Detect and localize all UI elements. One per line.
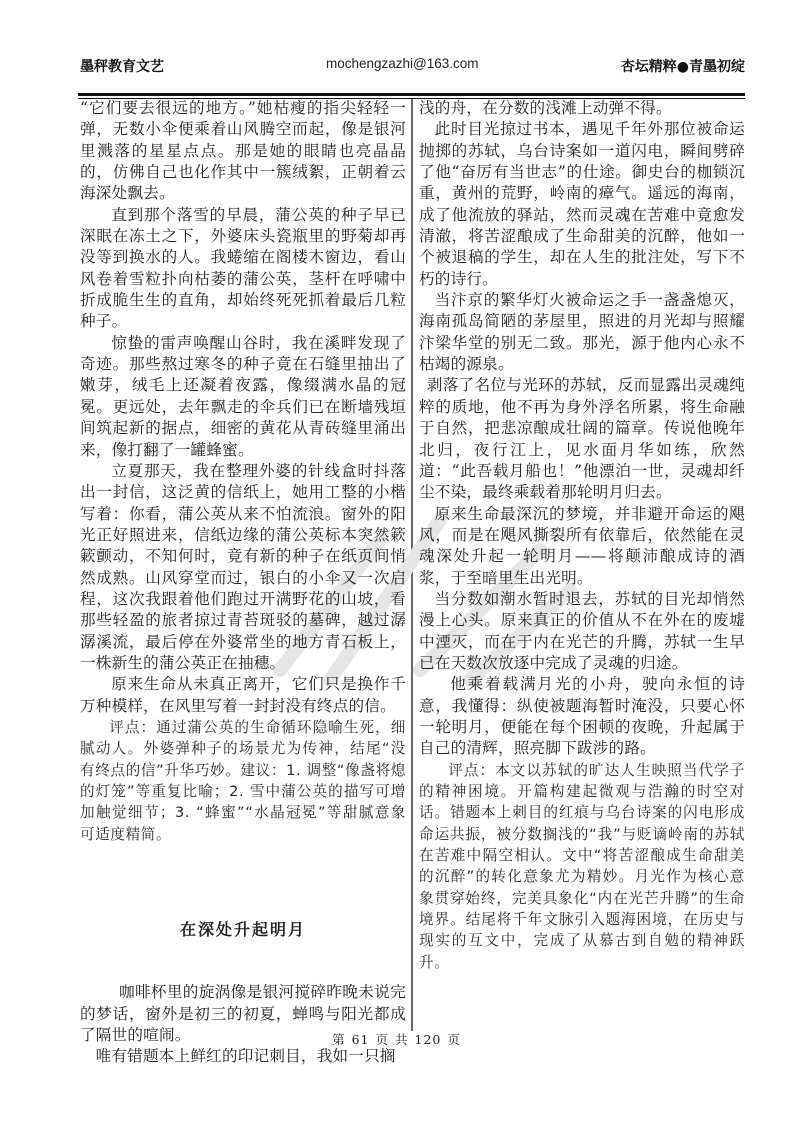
column-divider (411, 99, 413, 1031)
paragraph: 剥落了名位与光环的苏轼，反而显露出灵魂纯粹的质地，他不再为身外浮名所累，将生命融于自然，把悲凉酿成壮阔的篇章。传说他晚年北归，夜行江上，见水面月华如练，欣然道：“此吾载月船也！”他漂泊一世，灵魂却纤尘不染，最终乘载着那轮明月归去。 (419, 376, 745, 502)
left-column (80, 98, 406, 1068)
footer-suffix: 页 (447, 1032, 461, 1047)
paragraph: 浅的舟，在分数的浅滩上动弹不得。 (419, 99, 672, 117)
paragraph: 惊蛰的雷声唤醒山谷时，我在溪畔发现了奇迹。那些熬过寒冬的种子竟在石缝里抽出了嫩芽，绒毛上还凝着夜露，像缀满水晶的冠冕。更远处，去年飘走的伞兵们已在断墙残垣间筑起新的据点，细密的黄花从青砖缝里涌出来，像打翻了一罐蜂蜜。 (80, 333, 406, 459)
paragraph: 唯有错题本上鲜红的印记刺目，我如一只搁 (95, 1047, 396, 1066)
paragraph: 此时目光掠过书本，遇见千年外那位被命运抛掷的苏轼，乌台诗案如一道闪电，瞬间劈碎了他“奋厉有当世志”的仕途。御史台的枷锁沉重，黄州的荒野，岭南的瘴气。遥远的海南，成了他流放的驿站，然而灵魂在苦难中竟愈发清澈，将苦涩酿成了生命甜美的沉醉，他如一个被退稿的学生，却在人生的批注处，写下不朽的诗行。 (419, 120, 745, 288)
paragraph: 直到那个落雪的早晨，蒲公英的种子早已深眠在冻土之下，外婆床头瓷瓶里的野菊却再没等到换水的人。我蜷缩在阁楼木窗边，看山风卷着雪粒扑向枯萎的蒲公英，茎杆在呼啸中折成脆生生的直角，却始终死死抓着最后几粒种子。 (80, 205, 406, 331)
publication-name: 墨秤教育文艺 (80, 59, 164, 75)
section-name: 杏坛精粹●青墨初绽 (620, 59, 745, 75)
paragraph: 当分数如潮水暂时退去，苏轼的目光却悄然漫上心头。原来真正的价值从不在外在的废墟中湮灭，而在于内在光芒的升腾，苏轼一生早已在天数次放逐中完成了灵魂的归途。 (419, 589, 745, 672)
editor-comment: 评点：本文以苏轼的旷达人生映照当代学子的精神困境。开篇构建起微观与浩瀚的时空对话。错题本上刺目的红痕与乌台诗案的闪电形成命运共振，被分数搁浅的“我”与贬谪岭南的苏轼在苦难中隔空相认。文中“将苦涩酿成生命甜美的沉醉”的转化意象尤为精妙。月光作为核心意象贯穿始终，完美具象化“内在光芒升腾”的生命境界。结尾将千年文脉引入题海困境，在历史与现实的互文中，完成了从慕古到自勉的精神跃升。 (419, 761, 745, 971)
paragraph: 原来生命最深沉的梦境，并非避开命运的飓风，而是在飓风撕裂所有依靠后，依然能在灵魂深处升起一轮明月——将颠沛酿成诗的酒浆，于至暗里生出光明。 (419, 504, 745, 587)
essay-title: 在深处升起明月 (179, 920, 306, 940)
paragraph: 当汴京的繁华灯火被命运之手一盏盏熄灭，海南孤岛简陋的茅屋里，照进的月光却与照耀汴梁华堂的别无二致。那光，源于他内心永不枯竭的源泉。 (419, 291, 745, 374)
footer-page-word: 页 (375, 1032, 390, 1047)
current-page: 61 (351, 1032, 370, 1047)
page-header (80, 56, 745, 76)
paragraph: 原来生命从未真正离开，它们只是换作千万种模样，在风里写着一封封没有终点的信。 (80, 675, 406, 715)
footer-prefix: 第 (332, 1032, 346, 1047)
footer-total-word: 共 (395, 1032, 409, 1047)
paragraph: 立夏那天，我在整理外婆的针线盒时抖落出一封信，这泛黄的信纸上，她用工整的小楷写着：你看，蒲公英从来不怕流浪。窗外的阳光正好照进来，信纸边缘的蒲公英标本突然簌簌颤动，不知何时，竟有新的种子在纸页间悄然成熟。山风穿堂而过，银白的小伞又一次启程，这次我跟着他们跑过开满野花的山坡，看那些轻盈的旅者掠过青苔斑驳的墓碑，越过潺潺溪流，最后停在外婆常坐的地方青石板上，一株新生的蒲公英正在抽穗。 (80, 461, 406, 672)
editor-comment: 评点：通过蒲公英的生命循环隐喻生死，细腻动人。外婆弹种子的场景尤为传神，结尾“没有终点的信”升华巧妙。建议：1. 调整“像盏将熄的灯笼”等重复比喻；2. 雪中蒲公英的描写可增加触觉细节；3. “蜂蜜”“水晶冠冕”等甜腻意象可适度精简。 (80, 718, 406, 843)
header-rule-thick (78, 93, 745, 96)
page-footer (0, 1030, 793, 1048)
contact-email: mochengzazhi@163.com (326, 56, 479, 71)
paragraph: “它们要去很远的地方。”她枯瘦的指尖轻轻一弹，无数小伞便乘着山风腾空而起，像是银河里溅落的星星点点。那是她的眼睛也亮晶晶的，仿佛自己也化作其中一簇绒絮，正朝着云海深处飘去。 (80, 99, 406, 203)
total-pages: 120 (414, 1032, 442, 1047)
paragraph: 他乘着载满月光的小舟，驶向永恒的诗意，我懂得：纵使被题海暂时淹没，只要心怀一轮明月，便能在每个困顿的夜晚，升起属于自己的清辉，照亮脚下跋涉的路。 (419, 675, 745, 758)
paragraph: 咖啡杯里的旋涡像是银河搅碎昨晚未说完的梦话，窗外是初三的初夏，蝉鸣与阳光都成了隔世的喧闹。 (80, 983, 406, 1045)
right-column (419, 98, 745, 973)
